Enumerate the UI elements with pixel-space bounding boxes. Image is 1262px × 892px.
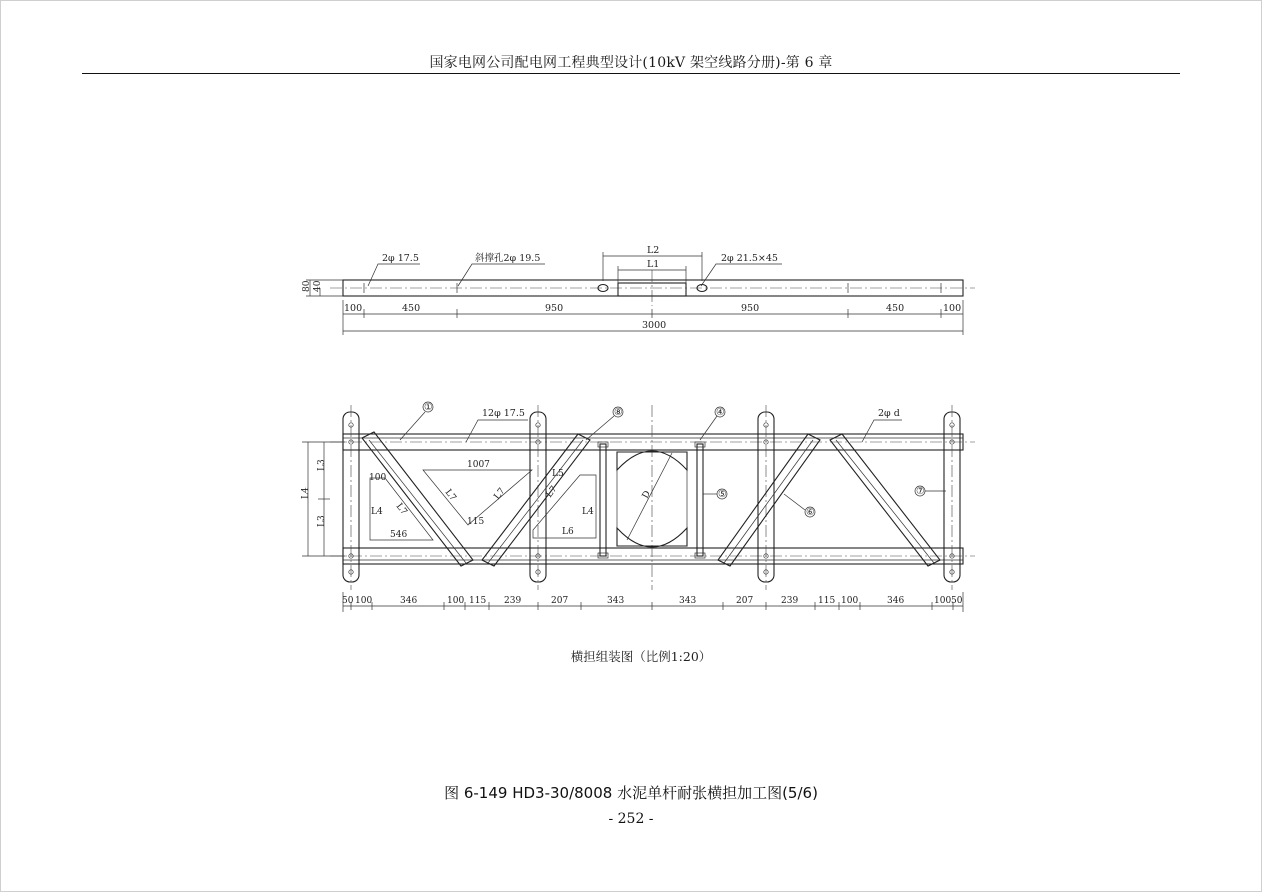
label-p1007: 1007 — [467, 460, 490, 470]
top-label-l1: L1 — [647, 259, 660, 270]
label-p115: 115 — [467, 517, 485, 527]
bottom-dim-8: 343 — [679, 596, 697, 606]
bottom-dim-12: 100 — [841, 596, 859, 606]
bottom-dim-9: 207 — [736, 596, 754, 606]
label-holes2d: 2φ d — [878, 408, 900, 419]
bottom-dim-0: 50 — [342, 596, 354, 606]
label-l7d: L7 — [544, 484, 560, 500]
label-c8: ⑧ — [614, 407, 623, 418]
bottom-dim-7: 343 — [607, 596, 625, 606]
u-bolts — [598, 442, 705, 558]
top-label-80: 80 — [302, 280, 312, 292]
bottom-dim-4: 115 — [469, 596, 487, 606]
label-p100: 100 — [369, 473, 387, 483]
top-label-l2: L2 — [647, 245, 660, 256]
label-c5: ⑤ — [718, 489, 727, 500]
figure-subtitle: 横担组装图（比例1:20） — [570, 649, 712, 664]
bottom-dim-13: 346 — [887, 596, 905, 606]
top-dim-2: 950 — [545, 303, 564, 314]
header-title: 国家电网公司配电网工程典型设计(10kV 架空线路分册)-第 6 章 — [429, 55, 833, 71]
label-l3a: L3 — [317, 459, 327, 471]
bottom-dim-1: 100 — [355, 596, 373, 606]
bottom-dim-3: 100 — [447, 596, 465, 606]
top-label-hole1: 2φ 17.5 — [382, 253, 419, 264]
label-l6: L6 — [562, 527, 574, 537]
top-dim-4: 450 — [886, 303, 905, 314]
label-l7c: L7 — [492, 486, 508, 502]
figure-caption: 图 6-149 HD3-30/8008 水泥单杆耐张横担加工图(5/6) — [444, 784, 818, 802]
top-label-hole2: 斜撑孔2φ 19.5 — [475, 253, 541, 264]
bottom-dim-2: 346 — [400, 596, 418, 606]
label-c1: ① — [424, 402, 433, 413]
label-l4side: L4 — [301, 487, 311, 499]
label-holes12: 12φ 17.5 — [482, 408, 525, 419]
bottom-dim-5: 239 — [504, 596, 522, 606]
label-d: D — [640, 489, 654, 501]
label-c4: ④ — [716, 407, 725, 418]
top-dim-5: 100 — [943, 303, 962, 314]
top-dim-3: 950 — [741, 303, 760, 314]
label-l3b: L3 — [317, 515, 327, 527]
assembly-view — [301, 402, 975, 612]
label-l4b: L4 — [582, 507, 594, 517]
label-l7b: L7 — [442, 487, 458, 504]
label-c6: ⑥ — [806, 507, 815, 518]
bolt-holes — [349, 423, 954, 574]
top-label-hole3: 2φ 21.5×45 — [721, 253, 778, 264]
bottom-dim-10: 239 — [781, 596, 799, 606]
bottom-dim-15: 50 — [951, 596, 963, 606]
top-dim-1: 450 — [402, 303, 421, 314]
label-p546: 546 — [390, 530, 408, 540]
page-number: - 252 - — [608, 811, 654, 827]
bottom-dim-11: 115 — [818, 596, 836, 606]
bottom-dim-6: 207 — [551, 596, 569, 606]
top-view — [302, 245, 975, 335]
top-label-40: 40 — [313, 280, 323, 292]
label-c7: ⑦ — [916, 486, 925, 497]
top-dim-total: 3000 — [642, 320, 667, 331]
label-l7a: L7 — [393, 501, 409, 518]
label-l5: L5 — [552, 469, 564, 479]
vertical-posts — [343, 405, 960, 590]
bottom-dim-14: 100 — [934, 596, 952, 606]
top-dim-0: 100 — [344, 303, 363, 314]
label-l4a: L4 — [371, 507, 383, 517]
